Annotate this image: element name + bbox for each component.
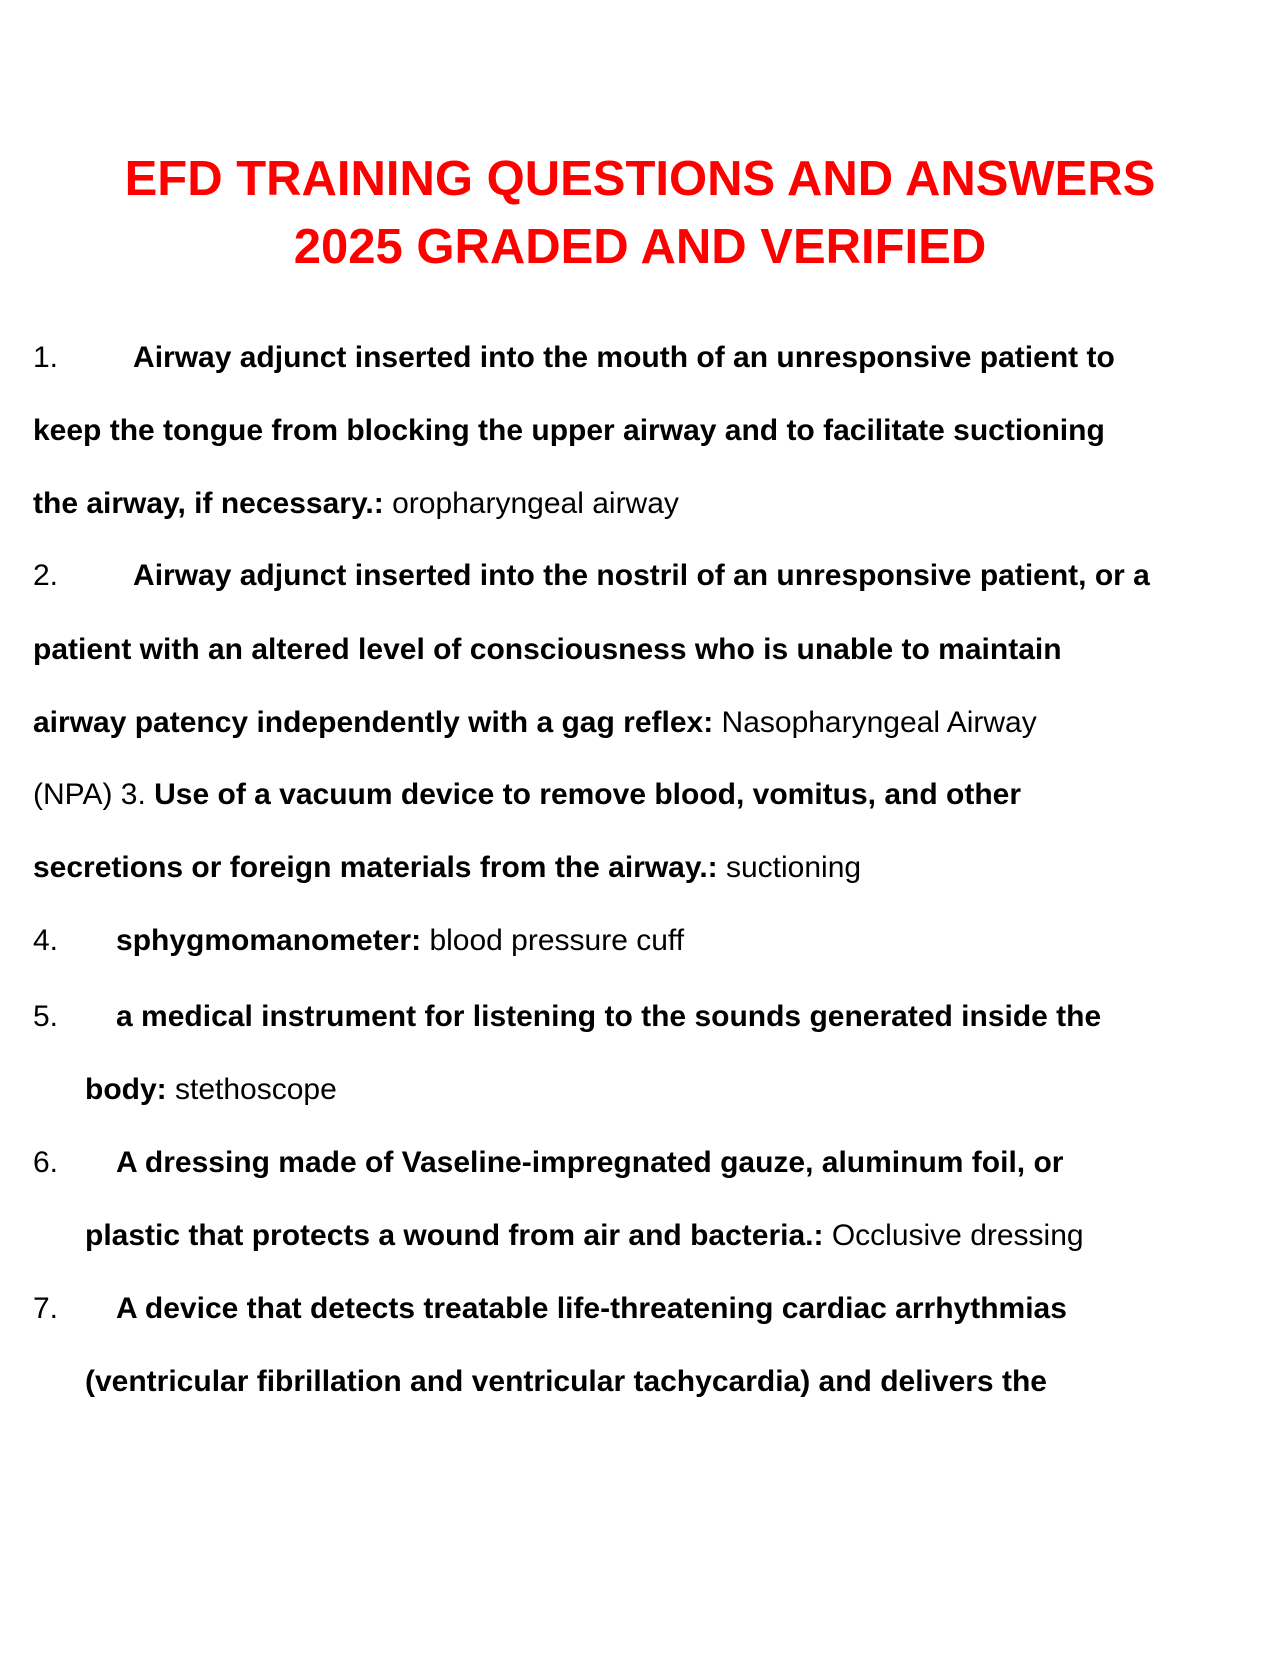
answer-4: blood pressure cuff	[429, 924, 685, 957]
question-1-number: 1.	[33, 341, 59, 374]
question-6-text: A dressing made of Vaseline-impregnated gauze, aluminum foil, or	[116, 1146, 1064, 1179]
question-3-text: Use of a vacuum device to remove blood, vomitus, and other	[154, 778, 1022, 811]
title-line-1: EFD TRAINING QUESTIONS AND ANSWERS	[124, 152, 1156, 206]
question-1-text: Airway adjunct inserted into the mouth of an unresponsive patient to	[133, 341, 1115, 374]
question-7-line-2: (ventricular fibrillation and ventricular tachycardia) and delivers the	[85, 1365, 1047, 1398]
question-7-line-1	[33, 1291, 1067, 1327]
answer-2-continued: (NPA) 3.	[33, 778, 146, 811]
question-1-line-2: keep the tongue from blocking the upper airway and to facilitate suctioning	[33, 414, 1105, 447]
question-4-number: 4.	[33, 924, 59, 957]
answer-2: Nasopharyngeal Airway	[721, 706, 1037, 739]
question-5-text: a medical instrument for listening to the sounds generated inside the	[116, 1000, 1102, 1033]
answer-6: Occlusive dressing	[831, 1219, 1084, 1252]
question-2-text: Airway adjunct inserted into the nostril of an unresponsive patient, or a	[133, 559, 1150, 592]
answer-3: suctioning	[726, 851, 862, 884]
question-6-line-1	[33, 1145, 1063, 1181]
question-1-line-3: the airway, if necessary.: oropharyngeal airway	[33, 487, 679, 520]
question-3-line-1	[33, 777, 1021, 813]
answer-5: stethoscope	[175, 1073, 337, 1106]
question-7-number: 7.	[33, 1292, 59, 1325]
title-line-2: 2025 GRADED AND VERIFIED	[293, 220, 987, 274]
question-4-line-1	[33, 923, 684, 959]
question-5-line-2: body: stethoscope	[85, 1073, 337, 1106]
question-5-line-1	[33, 999, 1101, 1035]
question-2-line-2: patient with an altered level of consciousness who is unable to maintain	[33, 633, 1062, 666]
question-1-line-1	[33, 340, 1115, 376]
question-5-number: 5.	[33, 1000, 59, 1033]
question-4-text: sphygmomanometer:	[116, 924, 422, 957]
page-title	[0, 145, 1280, 281]
question-2-number: 2.	[33, 559, 59, 592]
question-2-line-3: airway patency independently with a gag reflex: Nasopharyngeal Airway	[33, 706, 1037, 739]
question-2-line-1	[33, 558, 1150, 594]
question-6-line-2: plastic that protects a wound from air and bacteria.: Occlusive dressing	[85, 1219, 1084, 1252]
question-7-text: A device that detects treatable life-threatening cardiac arrhythmias	[116, 1292, 1067, 1325]
question-6-number: 6.	[33, 1146, 59, 1179]
question-3-line-2: secretions or foreign materials from the airway.: suctioning	[33, 851, 862, 884]
answer-1: oropharyngeal airway	[392, 487, 679, 520]
